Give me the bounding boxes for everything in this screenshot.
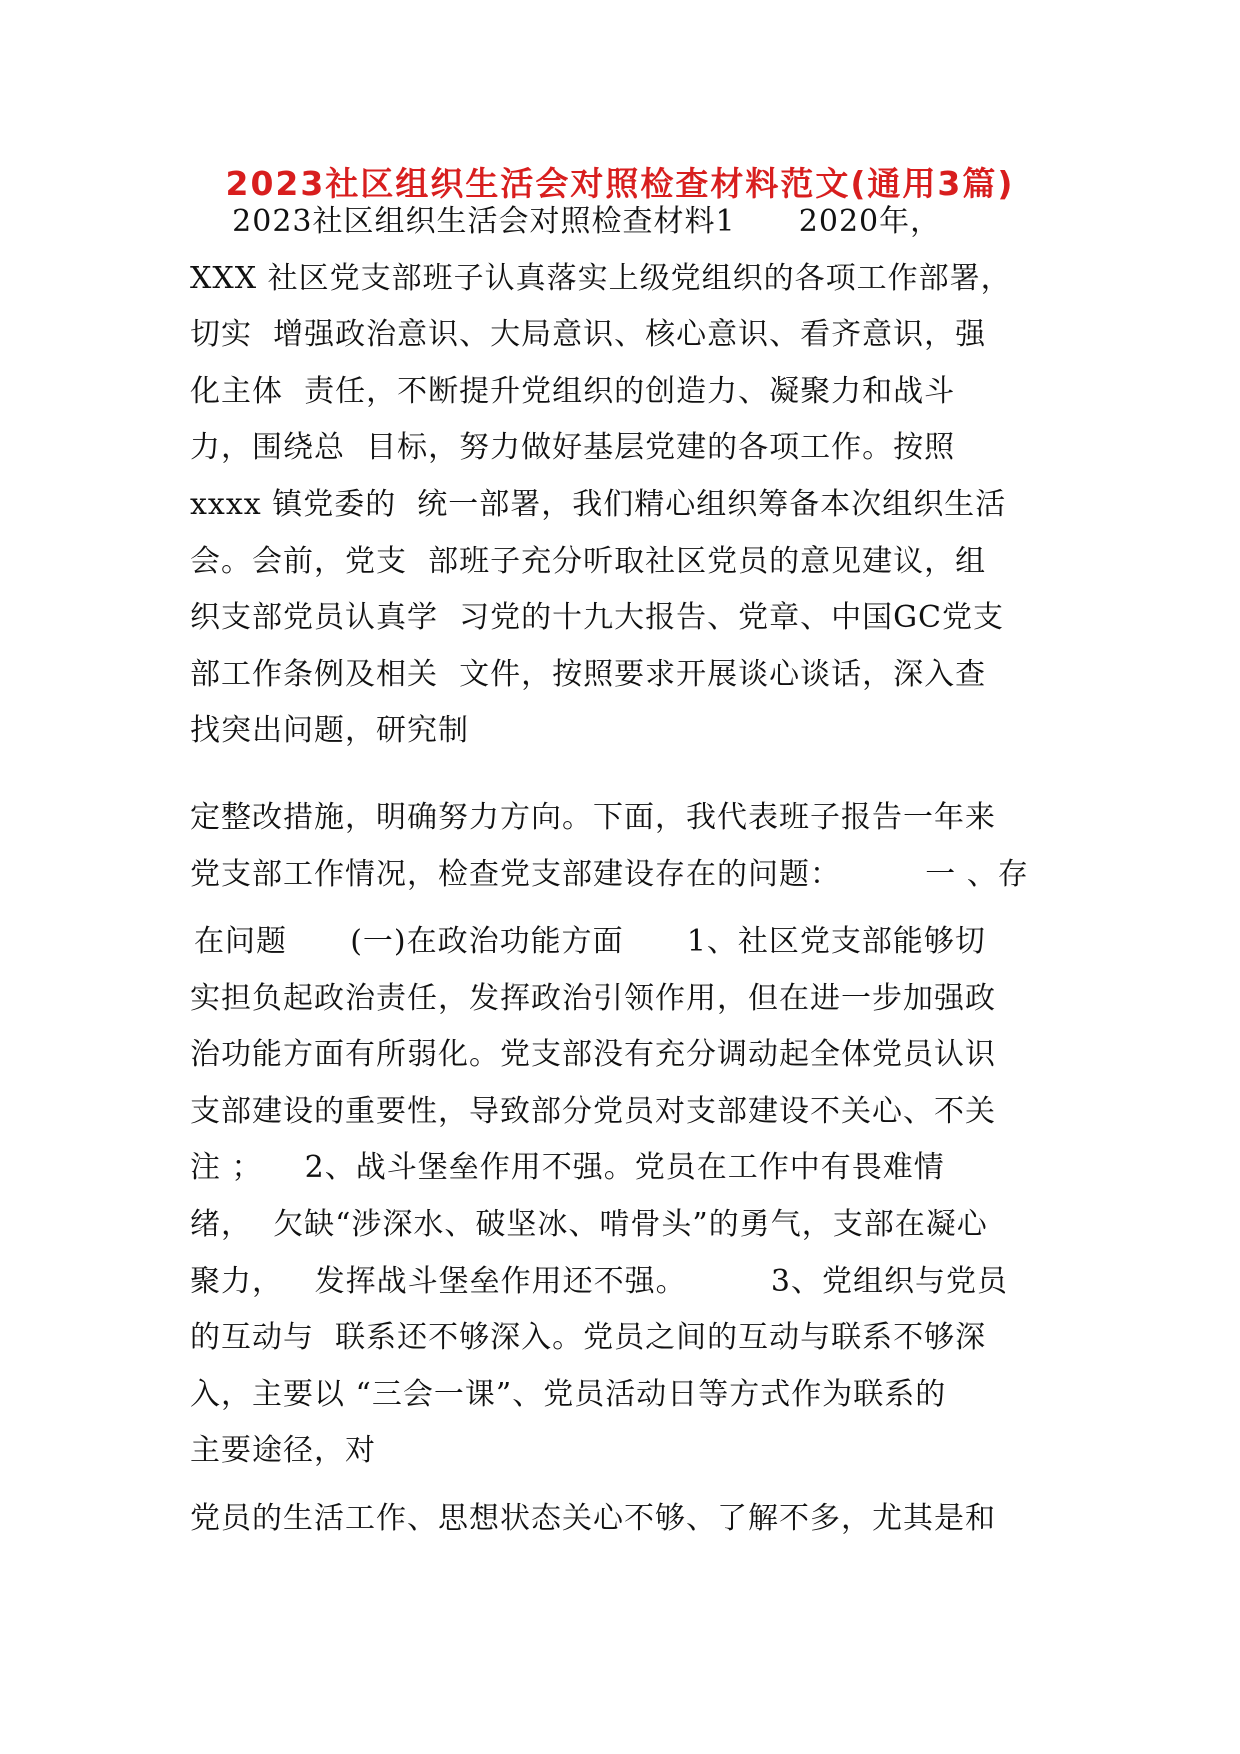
text-line: 找突出问题，研究制 (190, 713, 469, 749)
document-title: 2023社区组织生活会对照检查材料范文(通用3篇) (225, 164, 1015, 203)
text-line: 支部建设的重要性，导致部分党员对支部建设不关心、不关 (190, 1093, 996, 1129)
text-line: 治功能方面有所弱化。党支部没有充分调动起全体党员认识 (190, 1037, 996, 1073)
paragraph-2 (190, 790, 1070, 903)
text-line: 党支部工作情况，检查党支部建设存在的问题： 一 、存 (190, 856, 1029, 892)
text-line: 注 ； 2、战斗堡垒作用不强。党员在工作中有畏难情 (190, 1150, 945, 1186)
text-line: 党员的生活工作、思想状态关心不够、了解不多，尤其是和 (190, 1501, 996, 1536)
text-line: 定整改措施，明确努力方向。下面，我代表班子报告一年来 (190, 800, 996, 835)
text-line: 力，围绕总 目标，努力做好基层党建的各项工作。按照 (190, 430, 956, 466)
text-line: 绪， 欠缺“涉深水、破坚冰、啃骨头”的勇气，支部在凝心 (190, 1206, 988, 1242)
text-line: 入，主要以 “三会一课”、党员活动日等方式作为联系的 (190, 1376, 947, 1412)
text-line: 实担负起政治责任，发挥政治引领作用，但在进一步加强政 (190, 980, 996, 1016)
text-line: 织支部党员认真学 习党的十九大报告、党章、中国GC党支 (190, 600, 1004, 636)
text-line: 化主体 责任，不断提升党组织的创造力、凝聚力和战斗 (190, 373, 956, 409)
paragraph-4 (190, 1491, 1070, 1548)
text-line: 的互动与 联系还不够深入。党员之间的互动与联系不够深 (190, 1320, 987, 1356)
paragraph-3 (190, 914, 1070, 1480)
paragraph-1 (190, 194, 1070, 760)
text-line: 会。会前，党支 部班子充分听取社区党员的意见建议，组 (190, 543, 987, 579)
text-line: 切实 增强政治意识、大局意识、核心意识、看齐意识，强 (190, 317, 987, 353)
text-line: 主要途径，对 (190, 1433, 376, 1469)
text-line: xxxx 镇党委的 统一部署，我们精心组织筹备本次组织生活 (190, 486, 1007, 522)
text-line: 聚力， 发挥战斗堡垒作用还不强。 3、党组织与党员 (190, 1263, 1008, 1299)
text-line: 在问题 (一)在政治功能方面 1、社区党支部能够切 (194, 924, 986, 959)
text-line: 2023社区组织生活会对照检查材料1 2020年， (190, 204, 942, 239)
text-line: XXX 社区党支部班子认真落实上级党组织的各项工作部署， (190, 260, 1012, 296)
text-line: 部工作条例及相关 文件，按照要求开展谈心谈话，深入查 (190, 656, 987, 692)
